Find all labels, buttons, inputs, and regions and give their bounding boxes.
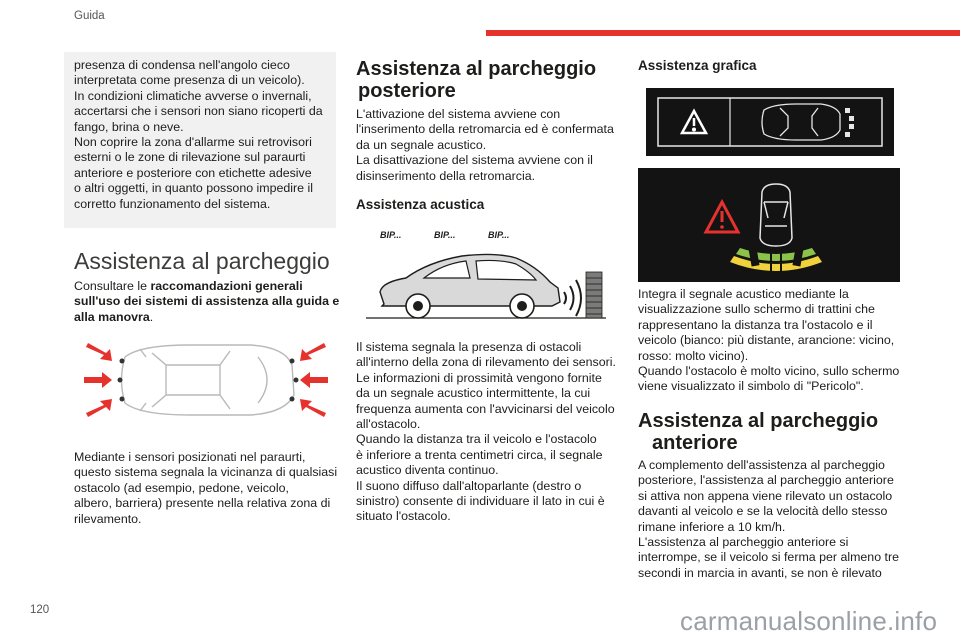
intro-suffix: .	[149, 309, 154, 324]
text-line: Il suono diffuso dall'altoparlante (destro o	[356, 478, 582, 493]
text-line: Il sistema segnala la presenza di ostacoli	[356, 340, 582, 354]
beep-label: BIP...	[434, 230, 456, 240]
text-line: A complemento dell'assistenza al parcheggio	[638, 458, 885, 472]
brick-wall	[586, 272, 602, 318]
text-line: La disattivazione del sistema avviene con il	[356, 153, 593, 168]
car-top-small	[762, 104, 840, 140]
front-body-text	[638, 458, 904, 581]
heading-line: posteriore	[358, 80, 456, 102]
text-line: ostacolo (ad esempio, pedone, veicolo,	[74, 480, 289, 495]
intro-bold-2: sull'uso dei sistemi di assistenza alla guida e	[74, 294, 340, 309]
text-line: L'assistenza al parcheggio anteriore si	[638, 535, 849, 550]
text-line: rosso: molto vicino).	[638, 348, 749, 363]
text-line: sinistro) consente di individuare il lato in cui è	[356, 494, 605, 509]
text-line: rappresentano la distanza tra l'ostacolo e il	[638, 317, 873, 332]
text-line: esterni o le zone di rilevazione sul paraurti	[74, 150, 306, 165]
text-line: situato l'ostacolo.	[356, 509, 451, 524]
heading-parking-assist: Assistenza al parcheggio	[74, 248, 330, 274]
intro-paragraph	[74, 279, 344, 325]
rear-intro-text	[356, 107, 618, 184]
text-line: acustico diventa continuo.	[356, 463, 499, 478]
screen-1-graphic	[646, 88, 894, 156]
text-line: questo sistema segnala la vicinanza di qualsiasi	[74, 465, 338, 480]
graphic-body-text	[638, 287, 904, 395]
heading-line: Assistenza al parcheggio	[356, 58, 597, 80]
text-line: corretto funzionamento del sistema.	[74, 196, 271, 211]
text-line: Quando la distanza tra il veicolo e l'ostacolo	[356, 432, 597, 447]
note-box	[64, 52, 336, 228]
text-line: secondi in marcia in avanti, se non è rilevato	[638, 565, 882, 580]
text-line: l'inserimento della retromarcia ed è confermata	[356, 122, 614, 137]
screen-2-graphic	[638, 168, 900, 282]
header-accent-bar	[486, 30, 960, 36]
text-line: viene visualizzato il simbolo di "Pericolo".	[638, 379, 864, 394]
text-line: rimane inferiore a 10 km/h.	[638, 519, 786, 534]
text-line: albero, barriera) presente nella relativa zona di	[74, 496, 331, 511]
text-line: Quando l'ostacolo è molto vicino, sullo schermo	[638, 364, 900, 379]
text-line: all'interno della zona di rilevamento dei sensori.	[356, 355, 616, 370]
text-line: Integra il segnale acustico mediante la	[638, 287, 849, 301]
warning-triangle-white-icon	[682, 111, 706, 133]
text-line: o altri oggetti, in quanto possono impedire il	[74, 181, 314, 196]
text-line: In condizioni climatiche avverse o invernali,	[74, 88, 312, 103]
text-line: veicolo (bianco: più distante, arancione: vicino,	[638, 333, 895, 348]
text-line: davanti al veicolo e se la velocità dello stesso	[638, 504, 888, 519]
text-line: Mediante i sensori posizionati nel paraurti,	[74, 450, 306, 464]
heading-rear-parking	[356, 58, 596, 102]
text-line: interrompe, se il veicolo si ferma per almeno tre	[638, 550, 899, 565]
text-line: L'attivazione del sistema avviene con	[356, 107, 561, 121]
beep-label: BIP...	[380, 230, 402, 240]
car-side-acoustic-illustration	[366, 244, 606, 326]
text-line: fango, brina o neve.	[74, 119, 184, 134]
note-text	[74, 58, 326, 212]
acoustic-body-text	[356, 340, 618, 525]
warning-triangle-red-icon	[706, 202, 738, 232]
car-top-view-sensors-illustration	[80, 335, 330, 425]
text-line: disinserimento della retromarcia.	[356, 168, 536, 183]
text-line: visualizzazione sullo schermo di trattini che	[638, 302, 875, 317]
sound-waves	[564, 280, 581, 316]
section-label: Guida	[74, 10, 105, 22]
intro-prefix: Consultare le	[74, 279, 151, 293]
car-top-vertical	[760, 184, 792, 246]
subheading-acoustic: Assistenza acustica	[356, 197, 485, 212]
sensor-arc-marks	[845, 108, 854, 137]
text-line: anteriore e posteriore con etichette adesive	[74, 165, 312, 180]
beep-label: BIP...	[488, 230, 510, 240]
distance-arcs	[730, 247, 822, 274]
watermark: carmanualsonline.info	[680, 606, 938, 636]
heading-front-parking	[638, 410, 878, 454]
text-line: frequenza aumenta con l'avvicinarsi del veicolo	[356, 401, 615, 416]
page-number: 120	[30, 604, 50, 616]
text-line: rilevamento.	[74, 511, 142, 526]
text-line: da un segnale acustico.	[356, 137, 487, 152]
heading-line: anteriore	[652, 432, 738, 454]
text-line: è inferiore a trenta centimetri circa, il segnale	[356, 447, 603, 462]
text-line: da un segnale acustico intermittente, la cui	[356, 386, 591, 401]
text-line: Le informazioni di prossimità vengono fornite	[356, 370, 602, 385]
screen-display-2	[638, 168, 900, 282]
text-line: posteriore, l'assistenza al parcheggio anteriore	[638, 473, 894, 488]
intro-bold-3: alla manovra	[74, 309, 150, 324]
intro-bold-1: raccomandazioni generali	[150, 279, 303, 293]
text-line: presenza di condensa nell'angolo cieco	[74, 58, 290, 72]
parking-body-text	[74, 450, 344, 527]
text-line: interpretata come presenza di un veicolo).	[74, 73, 305, 88]
text-line: Non coprire la zona d'allarme sui retrovisori	[74, 135, 312, 150]
text-line: all'ostacolo.	[356, 417, 421, 432]
subheading-graphic: Assistenza grafica	[638, 58, 757, 73]
heading-line: Assistenza al parcheggio	[638, 410, 879, 432]
text-line: si attiva non appena viene rilevato un ostacolo	[638, 488, 893, 503]
text-line: accertarsi che i sensori non siano ricoperti da	[74, 104, 323, 119]
screen-display-1	[646, 88, 894, 156]
car-outline	[122, 345, 295, 415]
